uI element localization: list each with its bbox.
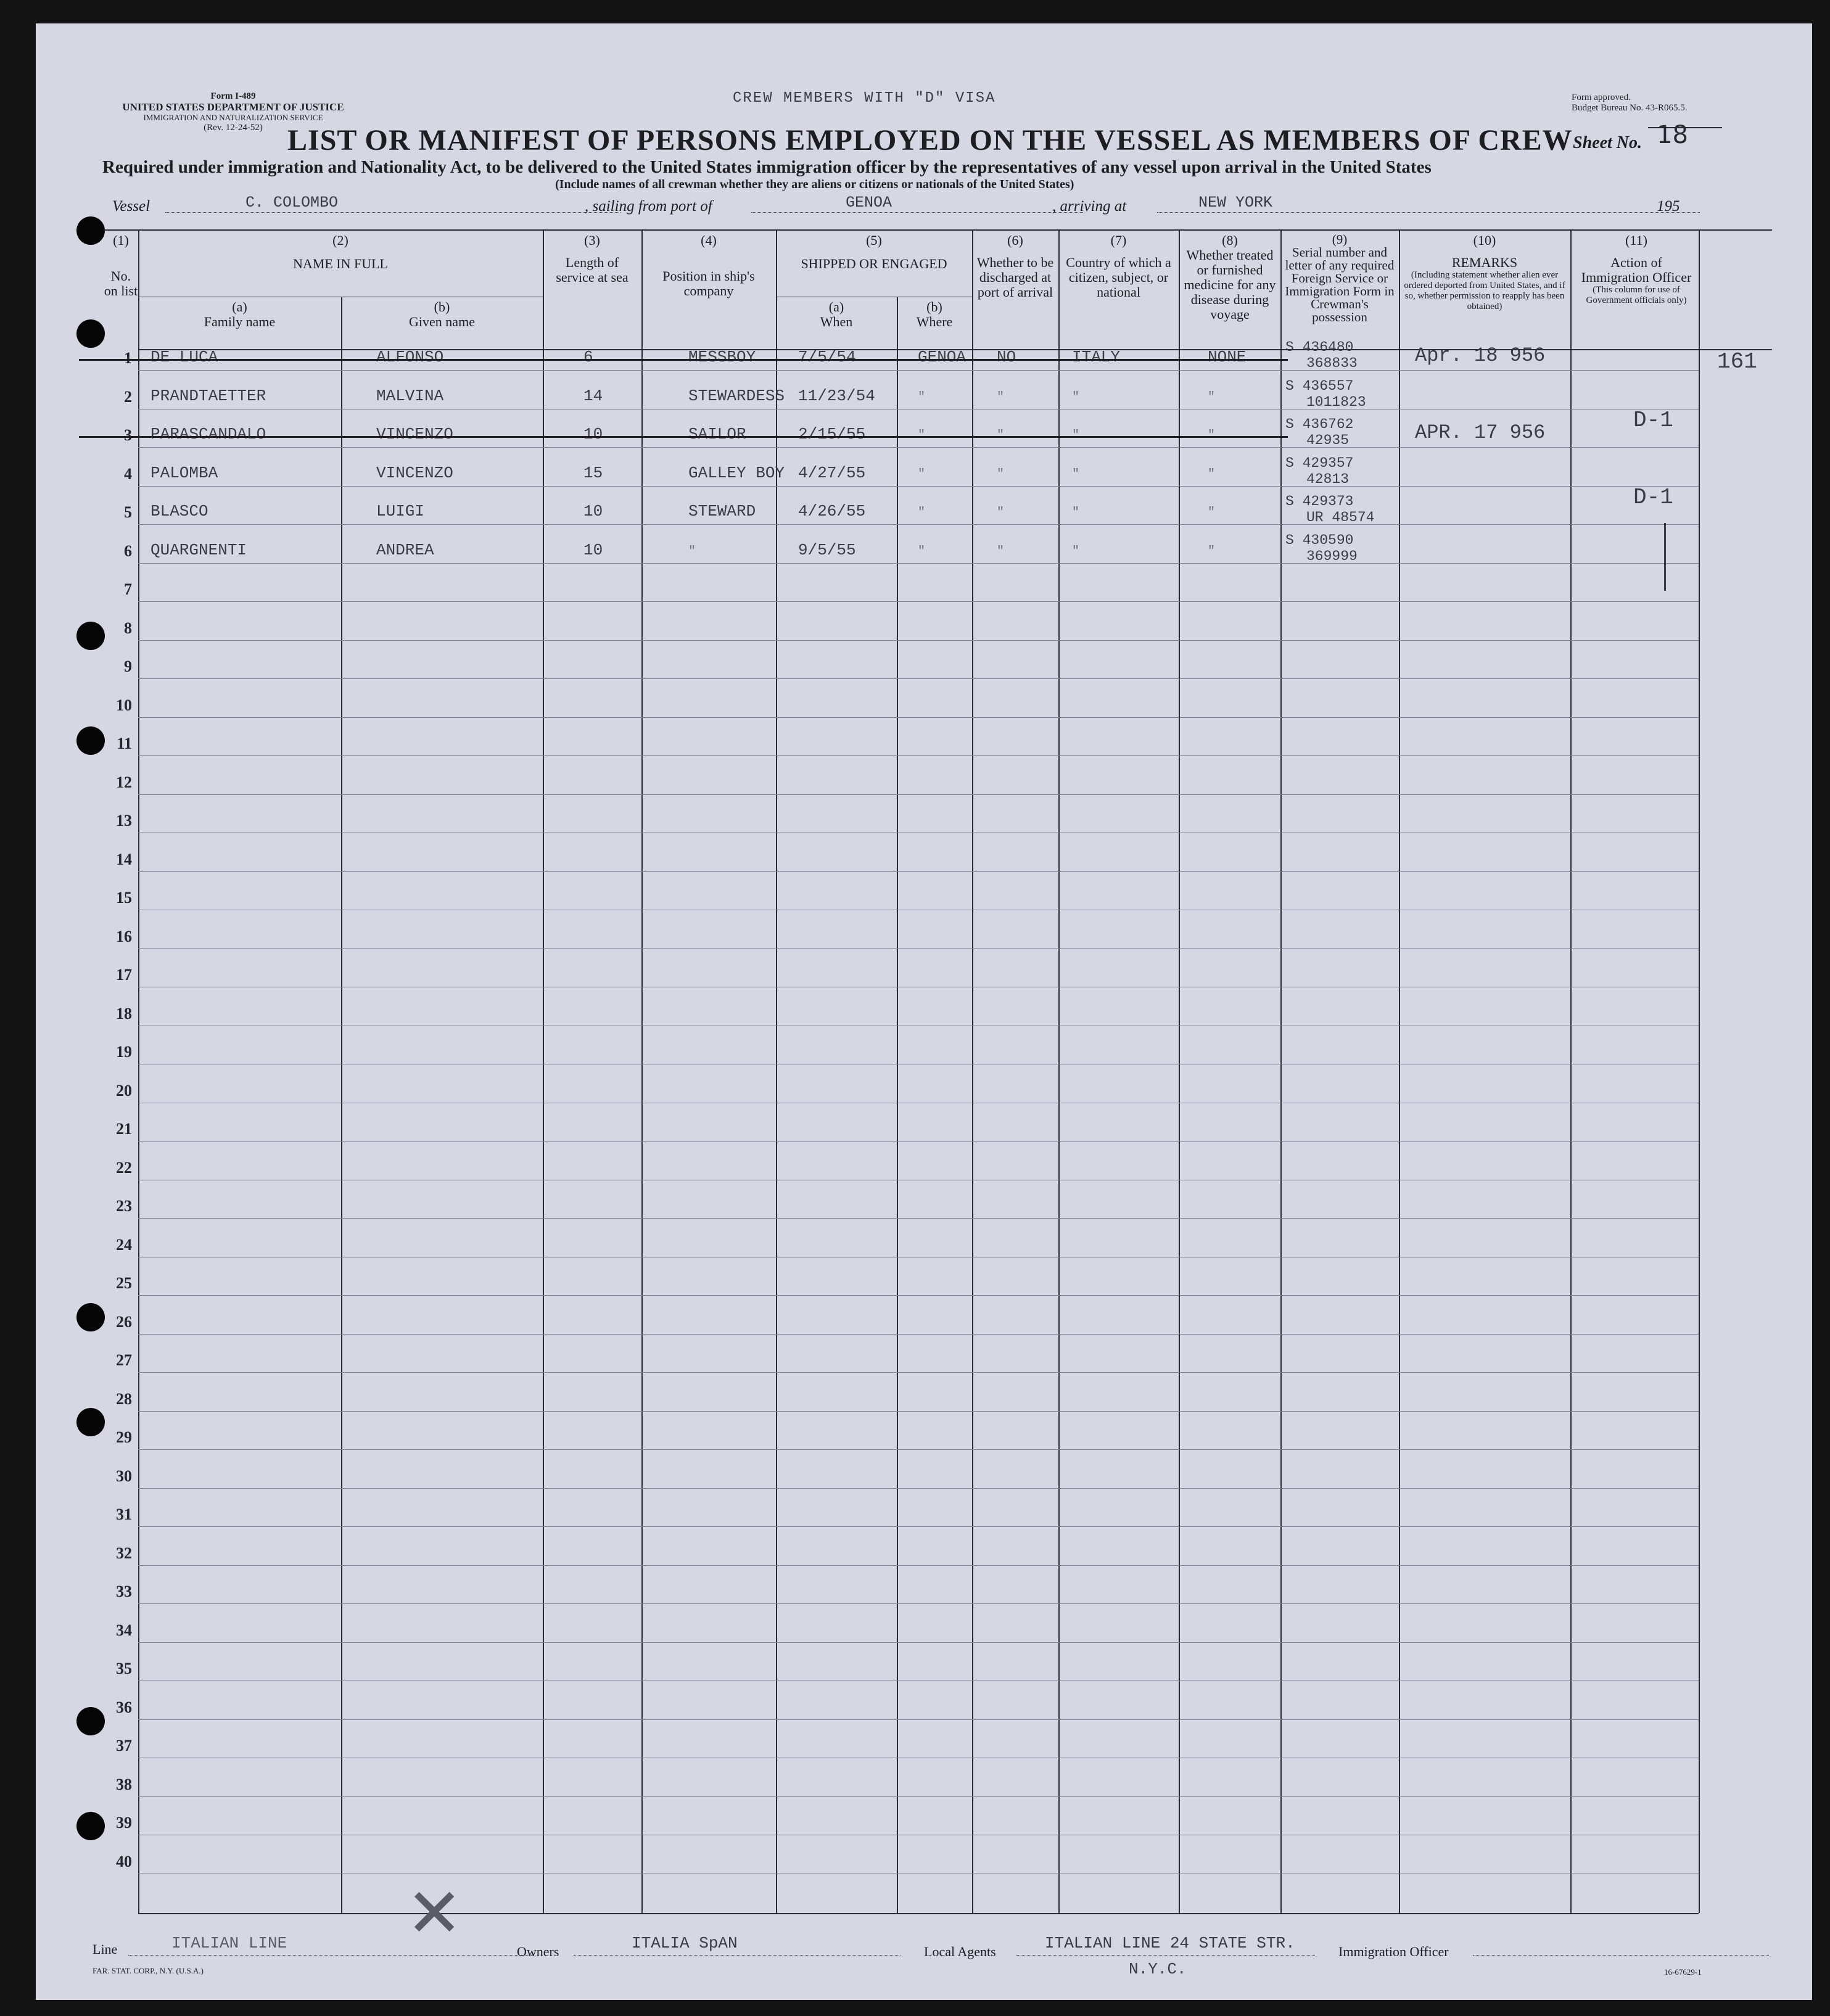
shipped-where: " <box>918 429 926 443</box>
col2b-number: (b) <box>434 299 450 315</box>
col2b-label: Given name <box>409 314 475 329</box>
row-line <box>138 1603 1699 1604</box>
row-line <box>138 717 1699 718</box>
col2-label: NAME IN FULL <box>293 256 388 271</box>
col3-header <box>551 233 633 285</box>
serial-number-2: 1011823 <box>1306 394 1366 410</box>
treated: " <box>1208 545 1216 559</box>
treated: " <box>1208 390 1216 405</box>
row-number: 33 <box>116 1582 132 1600</box>
row-line <box>138 1218 1699 1219</box>
row-line <box>138 1295 1699 1296</box>
shipped-when: 4/27/55 <box>798 464 866 482</box>
row-number: 19 <box>116 1043 132 1061</box>
remarks: Apr. 18 956 <box>1415 344 1546 367</box>
col10-number: (10) <box>1473 232 1496 248</box>
position: STEWARDESS <box>688 387 785 405</box>
col6-label: Whether to be discharged at port of arrival <box>976 255 1054 300</box>
row-line <box>138 1449 1699 1450</box>
arriving-label: , arriving at <box>1052 198 1127 215</box>
country: ITALY <box>1072 348 1121 366</box>
row-number: 24 <box>116 1236 132 1254</box>
service-length: 15 <box>583 464 603 482</box>
serial-number: S 436762 <box>1285 416 1354 432</box>
col10-header <box>1403 233 1567 312</box>
service-length: 10 <box>583 502 603 520</box>
serial-number-2: 368833 <box>1306 355 1358 371</box>
departure-port: GENOA <box>846 194 892 212</box>
col5-header <box>776 233 972 271</box>
col2b-header <box>341 300 543 329</box>
row-number: 11 <box>117 734 132 752</box>
treated: " <box>1208 506 1216 520</box>
serial-number: S 430590 <box>1285 532 1354 548</box>
treated: " <box>1208 429 1216 443</box>
row-number: 13 <box>116 812 132 829</box>
port-line <box>751 212 1084 213</box>
pencil-tick <box>1664 523 1666 591</box>
family-name: PALOMBA <box>150 464 218 482</box>
family-name: PARASCANDALO <box>150 425 266 443</box>
serial-number: S 429357 <box>1285 455 1354 471</box>
row-number: 9 <box>124 657 132 675</box>
row-line <box>138 1372 1699 1373</box>
family-name: PRANDTAETTER <box>150 387 266 405</box>
col2a-header <box>138 300 341 329</box>
form-subtitle: Required under immigration and Nationality Act, to be delivered to the United States immigration officer by the representatives of any vessel upon arrival in the United States <box>102 157 1432 177</box>
row-number: 8 <box>124 619 132 637</box>
row-line <box>138 1141 1699 1142</box>
row-number: 27 <box>116 1351 132 1369</box>
row-number: 32 <box>116 1544 132 1562</box>
col-divider <box>1058 229 1060 1913</box>
arrival-port: NEW YORK <box>1198 194 1273 212</box>
row-line <box>138 1642 1699 1643</box>
col-divider <box>1699 229 1700 1913</box>
year-label: 195 <box>1657 198 1680 215</box>
col3-label: Length of service at sea <box>556 255 629 285</box>
agents-label: Local Agents <box>924 1944 996 1959</box>
shipped-when: 4/26/55 <box>798 502 866 520</box>
form-code: 16-67629-1 <box>1664 1967 1702 1977</box>
row-number: 22 <box>116 1159 132 1177</box>
form-title: LIST OR MANIFEST OF PERSONS EMPLOYED ON THE VESSEL AS MEMBERS OF CREW <box>287 124 1573 157</box>
sheet-number: 18 <box>1657 121 1688 149</box>
form-number: Form I-489 <box>210 91 256 101</box>
family-name: DE LUCA <box>150 348 218 366</box>
col7-header <box>1065 233 1173 300</box>
col8-number: (8) <box>1222 232 1238 248</box>
arriving-line <box>1157 212 1700 213</box>
vessel-line <box>165 212 620 213</box>
col-divider <box>543 229 544 1913</box>
col5a-label: When <box>820 314 853 329</box>
given-name: VINCENZO <box>376 464 453 482</box>
col6-header <box>975 233 1056 300</box>
strike-through <box>79 359 1288 361</box>
strike-through <box>79 436 1288 438</box>
col5b-label: Where <box>916 314 953 329</box>
officer-action: D-1 <box>1633 485 1673 510</box>
col9-label: Serial number and letter of any required Foreign Service or Immigration Form in Crewman's possession <box>1285 245 1395 324</box>
position: SAILOR <box>688 425 746 443</box>
col5b-header <box>897 300 972 329</box>
col1-label: No. on list <box>104 268 138 298</box>
row-line <box>138 871 1699 872</box>
row-number: 39 <box>116 1814 132 1832</box>
service-length: 14 <box>583 387 603 405</box>
department-name: UNITED STATES DEPARTMENT OF JUSTICE <box>122 101 344 113</box>
service-length: 10 <box>583 541 603 559</box>
row-line <box>138 794 1699 795</box>
serial-number: S 436557 <box>1285 378 1354 394</box>
discharged: " <box>997 390 1005 405</box>
col8-label: Whether treated or furnished medicine for any disease during voyage <box>1184 247 1276 322</box>
row-line <box>138 1796 1699 1797</box>
col2a-number: (a) <box>232 299 247 315</box>
row-number: 36 <box>116 1698 132 1716</box>
row-number: 16 <box>116 928 132 945</box>
crew-note: CREW MEMBERS WITH "D" VISA <box>733 90 996 107</box>
col11-header <box>1578 233 1695 306</box>
family-name: BLASCO <box>150 502 208 520</box>
col1-number: (1) <box>113 232 129 248</box>
discharged: " <box>997 506 1005 520</box>
service-length: 10 <box>583 425 603 443</box>
remarks: APR. 17 956 <box>1415 421 1546 444</box>
serial-number-2: UR 48574 <box>1306 509 1375 525</box>
col-divider <box>1179 229 1180 1913</box>
officer-action: 161 <box>1717 349 1757 374</box>
position: GALLEY BOY <box>688 464 785 482</box>
row-number: 37 <box>116 1737 132 1755</box>
country: " <box>1072 390 1080 405</box>
owners-value: ITALIA SpAN <box>632 1934 738 1952</box>
approval-block <box>1572 93 1687 113</box>
shipped-where: " <box>918 467 926 482</box>
serial-number: S 429373 <box>1285 493 1354 509</box>
row-line <box>138 1526 1699 1527</box>
row-line <box>138 601 1699 602</box>
row-number: 28 <box>116 1390 132 1408</box>
row-line <box>138 1411 1699 1412</box>
row-number: 38 <box>116 1775 132 1793</box>
shipped-when: 11/23/54 <box>798 387 875 405</box>
col2-number: (2) <box>332 232 348 248</box>
service-name: IMMIGRATION AND NATURALIZATION SERVICE <box>143 113 323 122</box>
row-line <box>138 1488 1699 1489</box>
col11-number: (11) <box>1625 232 1647 248</box>
col4-number: (4) <box>701 232 717 248</box>
col1-header <box>104 233 138 298</box>
row-line <box>138 563 1699 564</box>
agents-value: ITALIAN LINE 24 STATE STR. <box>1045 1934 1295 1952</box>
col5a-number: (a) <box>828 299 844 315</box>
owners-label: Owners <box>517 1944 559 1959</box>
form-approved: Form approved. <box>1572 93 1631 102</box>
country: " <box>1072 506 1080 520</box>
row-number: 1 <box>124 349 132 367</box>
row-line <box>138 678 1699 679</box>
shipped-where: GENOA <box>918 348 967 366</box>
col-divider <box>138 229 139 1913</box>
row-line <box>138 948 1699 949</box>
line-label: Line <box>93 1941 118 1957</box>
service-length: 6 <box>583 348 593 366</box>
include-note: (Include names of all crewman whether they are aliens or citizens or nationals of the United States) <box>555 178 1074 191</box>
shipped-where: " <box>918 545 926 559</box>
col9-header <box>1282 233 1398 324</box>
col2-header <box>138 233 543 271</box>
row-number: 31 <box>116 1505 132 1523</box>
row-number: 25 <box>116 1274 132 1292</box>
sailing-label: , sailing from port of <box>585 198 712 215</box>
row-line <box>138 447 1699 448</box>
manifest-sheet <box>36 23 1812 2000</box>
row-line <box>138 755 1699 756</box>
row-number: 18 <box>116 1005 132 1022</box>
row-number: 15 <box>116 889 132 907</box>
col10-label: REMARKS <box>1451 255 1518 270</box>
family-name: QUARGNENTI <box>150 541 247 559</box>
row-number: 6 <box>124 542 132 560</box>
country: " <box>1072 467 1080 482</box>
given-name: LUIGI <box>376 502 425 520</box>
col-divider <box>1399 229 1400 1913</box>
line-field <box>128 1955 535 1956</box>
vessel-label: Vessel <box>112 198 150 215</box>
punch-hole <box>76 319 105 348</box>
col9-number: (9) <box>1332 232 1348 247</box>
col8-header <box>1182 233 1278 322</box>
row-number: 26 <box>116 1313 132 1331</box>
given-name: ALFONSO <box>376 348 444 366</box>
row-line <box>138 1719 1699 1720</box>
row-line <box>138 370 1699 371</box>
given-name: VINCENZO <box>376 425 453 443</box>
row-number: 21 <box>116 1120 132 1138</box>
position: STEWARD <box>688 502 756 520</box>
officer-field <box>1473 1955 1769 1956</box>
col-divider <box>641 229 643 1913</box>
col5-number: (5) <box>866 232 882 248</box>
col-divider <box>1570 229 1572 1913</box>
country: " <box>1072 545 1080 559</box>
col7-label: Country of which a citizen, subject, or national <box>1066 255 1171 300</box>
shipped-when: 2/15/55 <box>798 425 866 443</box>
col-divider <box>341 297 342 1913</box>
line-value: ITALIAN LINE <box>171 1934 287 1952</box>
col4-header <box>648 233 770 298</box>
row-number: 12 <box>116 773 132 791</box>
pencil-mark: ✕ <box>406 1874 463 1952</box>
row-line <box>138 1334 1699 1335</box>
given-name: ANDREA <box>376 541 434 559</box>
printer-imprint: FAR. STAT. CORP., N.Y. (U.S.A.) <box>93 1966 204 1975</box>
shipped-where: " <box>918 390 926 405</box>
col4-label: Position in ship's company <box>662 268 755 298</box>
table-top-border <box>104 229 1772 231</box>
row-line <box>138 524 1699 525</box>
discharged: " <box>997 467 1005 482</box>
row-number: 34 <box>116 1621 132 1639</box>
row-number: 17 <box>116 966 132 984</box>
serial-number-2: 369999 <box>1306 548 1358 564</box>
vessel-name: C. COLOMBO <box>245 194 339 212</box>
serial-number: S 436480 <box>1285 339 1354 355</box>
shipped-where: " <box>918 506 926 520</box>
row-number: 14 <box>116 850 132 868</box>
row-line <box>138 486 1699 487</box>
position: " <box>688 545 696 559</box>
col11-label: Action of Immigration Officer <box>1581 255 1692 285</box>
row-number: 10 <box>116 696 132 714</box>
row-number: 35 <box>116 1660 132 1677</box>
col7-number: (7) <box>1110 232 1127 248</box>
col3-number: (3) <box>584 232 600 248</box>
col6-number: (6) <box>1007 232 1023 248</box>
col5b-number: (b) <box>926 299 942 315</box>
row-number: 30 <box>116 1467 132 1485</box>
discharged: NO <box>997 348 1016 366</box>
officer-label: Immigration Officer <box>1338 1944 1449 1959</box>
row-line <box>138 640 1699 641</box>
row-number: 20 <box>116 1082 132 1100</box>
row-line <box>138 1565 1699 1566</box>
col10-note: (Including statement whether alien ever ordered deported from United States, and if so, whether permission to reapply has been obtained) <box>1404 270 1565 311</box>
treated: " <box>1208 467 1216 482</box>
form-revision: (Rev. 12-24-52) <box>204 123 263 133</box>
table-bottom-border <box>138 1913 1699 1914</box>
col-divider <box>897 297 898 1913</box>
budget-bureau: Budget Bureau No. 43-R065.5. <box>1572 103 1688 113</box>
shipped-when: 7/5/54 <box>798 348 856 366</box>
col-divider <box>972 229 973 1913</box>
col-divider <box>1280 229 1282 1913</box>
col2a-label: Family name <box>204 314 276 329</box>
shipped-when: 9/5/55 <box>798 541 856 559</box>
row-number: 7 <box>124 580 132 598</box>
owners-field <box>574 1955 901 1956</box>
officer-action: D-1 <box>1633 408 1673 433</box>
discharged: " <box>997 545 1005 559</box>
serial-number-2: 42813 <box>1306 471 1350 487</box>
given-name: MALVINA <box>376 387 444 405</box>
agents-city: N.Y.C. <box>1129 1960 1187 1978</box>
row-number: 4 <box>124 465 132 483</box>
col5-label: SHIPPED OR ENGAGED <box>801 256 947 271</box>
position: MESSBOY <box>688 348 756 366</box>
sheet-label: Sheet No. <box>1573 133 1642 152</box>
row-number: 3 <box>124 426 132 444</box>
punch-hole <box>76 216 105 245</box>
country: " <box>1072 429 1080 443</box>
col5a-header <box>776 300 897 329</box>
treated: NONE <box>1208 348 1247 366</box>
row-number: 40 <box>116 1853 132 1870</box>
row-number: 29 <box>116 1428 132 1446</box>
discharged: " <box>997 429 1005 443</box>
row-number: 5 <box>124 503 132 521</box>
row-number: 2 <box>124 388 132 406</box>
serial-number-2: 42935 <box>1306 432 1350 448</box>
agents-field <box>1016 1955 1315 1956</box>
col11-note: (This column for use of Government officials only) <box>1586 285 1687 305</box>
row-number: 23 <box>116 1197 132 1215</box>
